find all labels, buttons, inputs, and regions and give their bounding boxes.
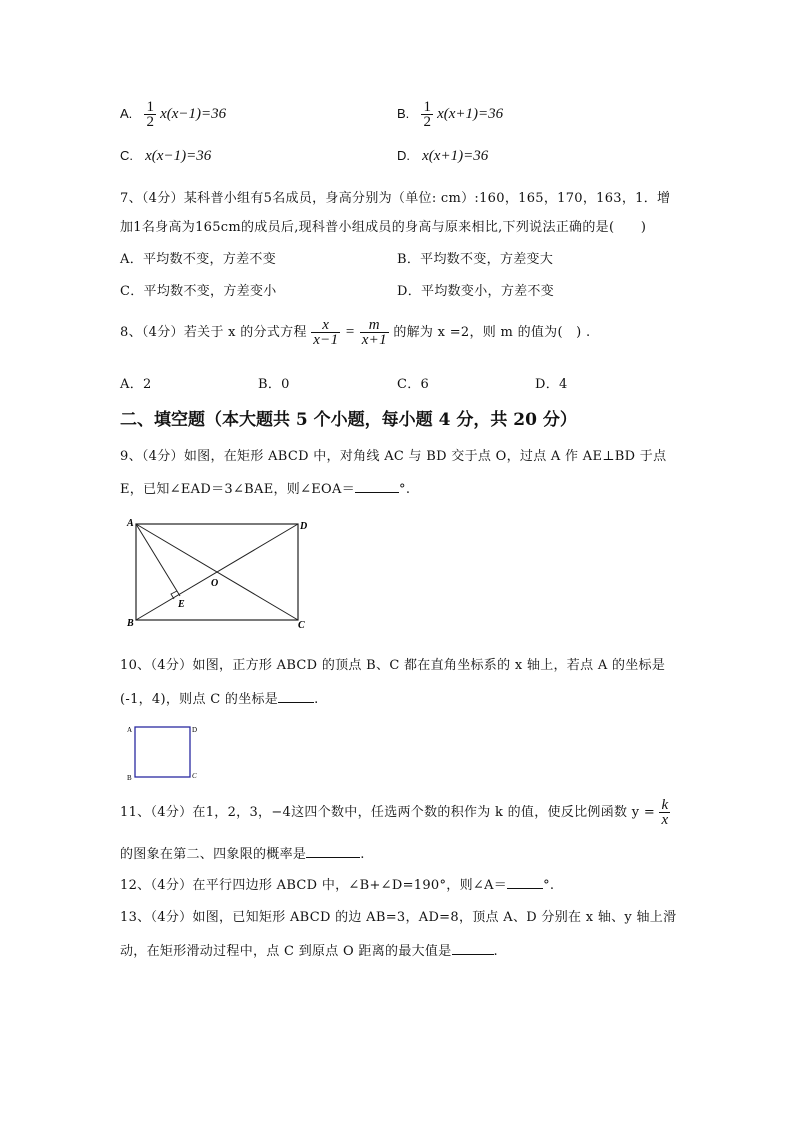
q8-prefix: 8、（4分）若关于 x 的分式方程 (120, 325, 307, 340)
label-b: B (127, 618, 134, 629)
option-expression: x(x+1)=36 (437, 106, 504, 122)
q13-line-2: 动，在矩形滑动过程中，点 C 到原点 O 距离的最大值是 . (120, 944, 498, 959)
label-e: E (178, 599, 185, 610)
q8-option-a: A．2 (120, 377, 152, 392)
section-heading: 二、填空题（本大题共 5 个小题，每小题 4 分，共 20 分） (120, 410, 577, 430)
answer-blank (507, 877, 543, 889)
q10-square-figure (124, 722, 204, 782)
label-a: A (127, 518, 134, 529)
q8-option-d: D．4 (535, 377, 568, 392)
label-d: D (192, 726, 198, 734)
option-label: D. (397, 148, 410, 163)
q7-option-b: B．平均数不变，方差变大 (397, 252, 554, 267)
q8-suffix: 的解为 x =2，则 m 的值为( ) . (393, 325, 591, 340)
label-o: O (211, 578, 219, 589)
option-expression: x(x+1)=36 (422, 148, 489, 164)
option-expression: x(x−1)=36 (160, 106, 227, 122)
q6-option-c (120, 148, 211, 165)
q9-line-2: E，已知∠EAD＝3∠BAE，则∠EOA＝ °. (120, 482, 411, 497)
q7-option-d: D．平均数变小，方差不变 (397, 284, 555, 299)
q11-line-2: 的图象在第二、四象限的概率是 . (120, 847, 365, 862)
q8-stem (120, 318, 590, 347)
q10-line-2: (-1，4)，则点 C 的坐标是 . (120, 692, 319, 707)
q11-fraction: $\frac{k}{x}$ (661, 797, 669, 828)
label-c: C (192, 772, 197, 780)
option-label: A. (120, 106, 133, 121)
fraction: $\frac{1}{2}$ (146, 99, 154, 130)
q9-line-1: 9、（4分）如图，在矩形 ABCD 中，对角线 AC 与 BD 交于点 O，过点 A 作 AE⊥BD 于点 (120, 449, 667, 464)
q6-option-d (397, 148, 488, 165)
q8-fraction-1: $\frac{x}{x-1}$ (313, 317, 339, 348)
q7-line-2: 加1名身高为165cm的成员后,现科普小组成员的身高与原来相比,下列说法正确的是( ) (120, 220, 647, 235)
q8-fraction-2: $\frac{m}{x+1}$ (361, 317, 387, 348)
q6-option-b (397, 100, 503, 129)
q7-line-1: 7、（4分）某科普小组有5名成员，身高分别为（单位: cm）:160，165，170，163，1．增 (120, 191, 671, 206)
q10-line-1: 10、（4分）如图，正方形 ABCD 的顶点 B、C 都在直角坐标系的 x 轴上，若点 A 的坐标是 (120, 658, 666, 673)
segment-ae (136, 524, 180, 596)
q7-option-a: A．平均数不变，方差不变 (120, 252, 276, 267)
option-expression: x(x−1)=36 (145, 148, 212, 164)
option-label: C. (120, 148, 133, 163)
answer-blank (452, 943, 494, 955)
fraction: $\frac{1}{2}$ (423, 99, 431, 130)
q8-equals: = (344, 324, 356, 340)
q13-line-1: 13、（4分）如图，已知矩形 ABCD 的边 AB=3，AD=8，顶点 A、D 分别在 x 轴、y 轴上滑 (120, 910, 677, 925)
label-d: D (300, 521, 308, 532)
answer-blank (278, 691, 314, 703)
q8-option-b: B．0 (258, 377, 290, 392)
q11-line-1: 11、（4分）在1，2，3，−4这四个数中，任选两个数的积作为 k 的值，使反比例函数 y = $\frac{k}{x}$ (120, 797, 669, 828)
q12-line: 12、（4分）在平行四边形 ABCD 中，∠B+∠D=190°，则∠A＝ °. (120, 878, 555, 893)
square-abcd (135, 727, 190, 777)
option-label: B. (397, 106, 410, 121)
q9-rectangle-figure (120, 516, 320, 634)
label-b: B (127, 774, 132, 782)
q8-option-c: C．6 (397, 377, 430, 392)
label-c: C (298, 620, 305, 631)
q6-option-a (120, 100, 226, 129)
label-a: A (127, 726, 133, 734)
q7-option-c: C．平均数不变，方差变小 (120, 284, 277, 299)
answer-blank (355, 481, 399, 493)
answer-blank (306, 846, 360, 858)
